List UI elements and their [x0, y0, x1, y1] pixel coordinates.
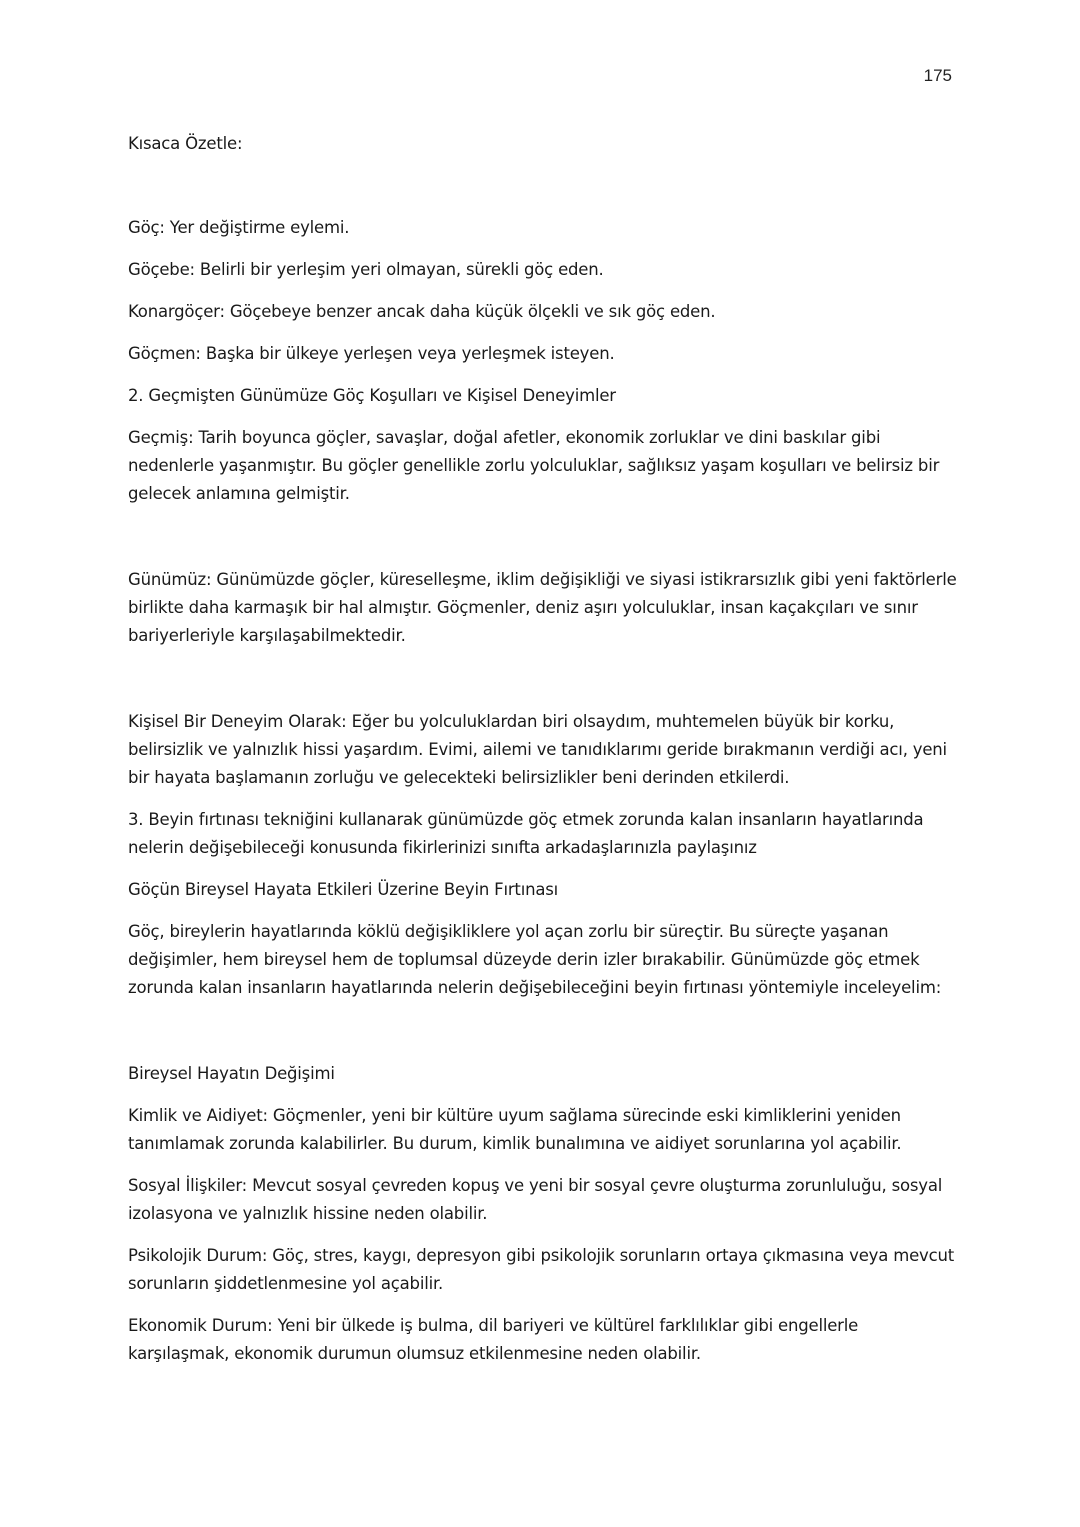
- paragraph-present: Günümüz: Günümüzde göçler, küreselleşme, iklim değişikliği ve siyasi istikrarsızlık gibi yeni faktörlerle birlikte daha karmaşık bir hal almıştır. Göçmenler, deniz aşırı yolculuklar, insan kaçakçıları ve sınır bariyerleriyle karşılaşabilmektedir.: [128, 570, 957, 645]
- page-content: [128, 130, 958, 1382]
- individual-heading: Bireysel Hayatın Değişimi: [128, 1064, 335, 1083]
- section3-question: 3. Beyin fırtınası tekniğini kullanarak günümüzde göç etmek zorunda kalan insanların hayatlarında nelerin değişebileceği konusunda fikirlerinizi sınıfta arkadaşlarınızla paylaşınız: [128, 810, 924, 857]
- paragraph-past: Geçmiş: Tarih boyunca göçler, savaşlar, doğal afetler, ekonomik zorluklar ve dini baskılar gibi nedenlerle yaşanmıştır. Bu göçler genellikle zorlu yolculuklar, sağlıksız yaşam koşulları ve belirsiz bir gelecek anlamına gelmiştir.: [128, 428, 940, 503]
- section3-intro: Göç, bireylerin hayatlarında köklü değişikliklere yol açan zorlu bir süreçtir. Bu süreçte yaşanan değişimler, hem bireysel hem de toplumsal düzeyde derin izler bırakabilir. Günümüzde göç etmek zorunda kalan insanların hayatlarında nelerin değişebileceğini beyin fırtınası yöntemiyle inceleyelim:: [128, 922, 942, 997]
- definition-goc: Göç: Yer değiştirme eylemi.: [128, 218, 350, 237]
- item-economic: Ekonomik Durum: Yeni bir ülkede iş bulma, dil bariyeri ve kültürel farklılıklar gibi engellerle karşılaşmak, ekonomik durumun olumsuz etkilenmesine neden olabilir.: [128, 1316, 859, 1363]
- item-social: Sosyal İlişkiler: Mevcut sosyal çevreden kopuş ve yeni bir sosyal çevre oluşturma zorunluluğu, sosyal izolasyona ve yalnızlık hissine neden olabilir.: [128, 1176, 943, 1223]
- definition-gocebe: Göçebe: Belirli bir yerleşim yeri olmayan, sürekli göç eden.: [128, 260, 604, 279]
- definition-konargocer: Konargöçer: Göçebeye benzer ancak daha küçük ölçekli ve sık göç eden.: [128, 302, 716, 321]
- item-psychological: Psikolojik Durum: Göç, stres, kaygı, depresyon gibi psikolojik sorunların ortaya çıkmasına veya mevcut sorunların şiddetlenmesine yol açabilir.: [128, 1246, 954, 1293]
- page-number: 175: [923, 66, 952, 85]
- definition-gocmen: Göçmen: Başka bir ülkeye yerleşen veya yerleşmek isteyen.: [128, 344, 615, 363]
- paragraph-personal: Kişisel Bir Deneyim Olarak: Eğer bu yolculuklardan biri olsaydım, muhtemelen büyük bir korku, belirsizlik ve yalnızlık hissi yaşardım. Evimi, ailemi ve tanıdıklarımı geride bırakmanın verdiği acı, yeni bir hayata başlamanın zorluğu ve gelecekteki belirsizlikler beni derinden etkilerdi.: [128, 712, 947, 787]
- summary-heading: Kısaca Özetle:: [128, 134, 243, 153]
- section2-title: 2. Geçmişten Günümüze Göç Koşulları ve Kişisel Deneyimler: [128, 386, 616, 405]
- section3-title: Göçün Bireysel Hayata Etkileri Üzerine Beyin Fırtınası: [128, 880, 559, 899]
- item-identity: Kimlik ve Aidiyet: Göçmenler, yeni bir kültüre uyum sağlama sürecinde eski kimliklerini yeniden tanımlamak zorunda kalabilirler. Bu durum, kimlik bunalımına ve aidiyet sorunlarına yol açabilir.: [128, 1106, 902, 1153]
